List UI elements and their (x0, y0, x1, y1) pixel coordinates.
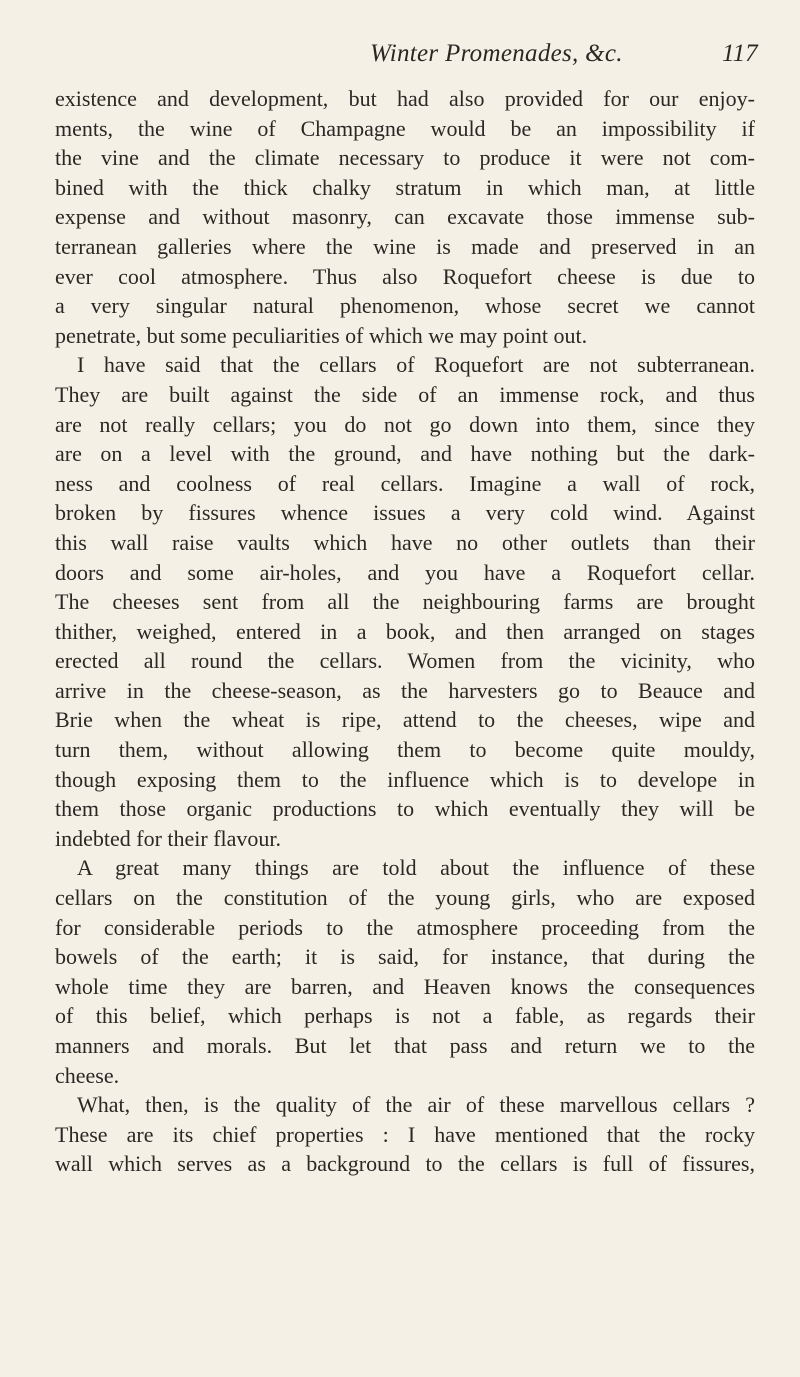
text-line: broken by fissures whence issues a very cold wind. Against (55, 500, 755, 526)
text-line: ever cool atmosphere. Thus also Roquefort cheese is due to (55, 263, 755, 289)
text-line: A great many things are told about the influence of these (77, 855, 755, 881)
text-line: cellars on the constitution of the young girls, who are exposed (55, 885, 755, 911)
text-line: They are built against the side of an immense rock, and thus (55, 381, 755, 407)
text-line: wall which serves as a background to the cellars is full of fissures, (55, 1151, 755, 1177)
text-line: ness and coolness of real cellars. Imagine a wall of rock, (55, 470, 755, 496)
text-line: of this belief, which perhaps is not a fable, as regards their (55, 1003, 755, 1029)
text-line: I have said that the cellars of Roquefort are not subterranean. (77, 352, 755, 378)
text-line: the vine and the climate necessary to produce it were not com- (55, 145, 755, 171)
text-line: bowels of the earth; it is said, for instance, that during the (55, 944, 755, 970)
text-line: bined with the thick chalky stratum in which man, at little (55, 174, 755, 200)
text-line: this wall raise vaults which have no other outlets than their (55, 529, 755, 555)
text-line: erected all round the cellars. Women from the vicinity, who (55, 648, 755, 674)
text-line: What, then, is the quality of the air of these marvellous cellars ? (77, 1092, 755, 1118)
text-line: cheese. (55, 1062, 120, 1088)
text-line: are not really cellars; you do not go down into them, since they (55, 411, 755, 437)
text-line: thither, weighed, entered in a book, and then arranged on stages (55, 618, 755, 644)
text-line: terranean galleries where the wine is made and preserved in an (55, 233, 755, 259)
text-line: expense and without masonry, can excavate those immense sub- (55, 204, 755, 230)
text-line: turn them, without allowing them to become quite mouldy, (55, 737, 755, 763)
text-line: existence and development, but had also provided for our enjoy- (55, 86, 755, 111)
text-line: are on a level with the ground, and have nothing but the dark- (55, 441, 755, 467)
running-title: Winter Promenades, &c. (370, 40, 623, 67)
text-line: ments, the wine of Champagne would be an impossibility if (55, 115, 755, 141)
text-line: Brie when the wheat is ripe, attend to the cheeses, wipe and (55, 707, 755, 733)
text-line: whole time they are barren, and Heaven knows the consequences (55, 973, 755, 999)
text-line: doors and some air-holes, and you have a Roquefort cellar. (55, 559, 755, 585)
page-header (0, 40, 800, 80)
text-line: penetrate, but some peculiarities of which we may point out. (55, 322, 588, 348)
text-line: manners and morals. But let that pass and return we to the (55, 1033, 755, 1058)
text-line: though exposing them to the influence which is to develope in (55, 766, 755, 792)
text-line: for considerable periods to the atmosphere proceeding from the (55, 914, 755, 940)
text-line: indebted for their flavour. (55, 825, 282, 851)
page-number: 117 (722, 40, 758, 67)
text-line: arrive in the cheese-season, as the harvesters go to Beauce and (55, 677, 755, 703)
text-line: The cheeses sent from all the neighbouring farms are brought (55, 589, 755, 615)
text-line: them those organic productions to which eventually they will be (55, 796, 755, 822)
text-line: a very singular natural phenomenon, whose secret we cannot (55, 293, 755, 319)
text-line: These are its chief properties : I have mentioned that the rocky (55, 1121, 755, 1147)
body-text (55, 84, 755, 1179)
